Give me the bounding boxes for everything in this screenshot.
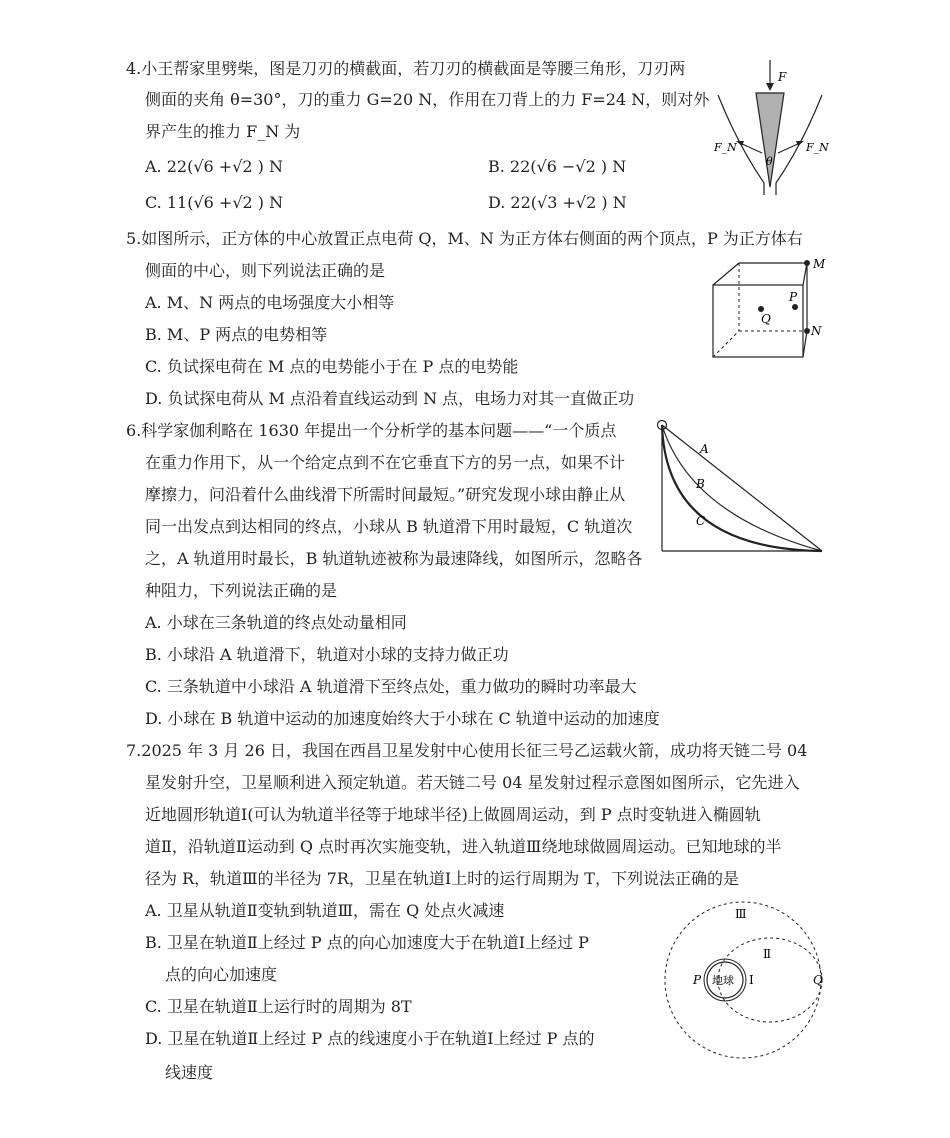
q6-track-figure (650, 415, 830, 560)
q7-label-orbit3: Ⅲ (735, 907, 747, 921)
q7-option-b: B. 卫星在轨道Ⅱ上经过 P 点的向心加速度大于在轨道Ⅰ上经过 P (145, 933, 589, 952)
q6-option-d: D. 小球在 B 轨道中运动的加速度始终大于小球在 C 轨道中运动的加速度 (145, 709, 660, 728)
q5-stem-line-1: 5.如图所示，正方体的中心放置正点电荷 Q，M、N 为正方体右侧面的两个顶点，P 为正方体右 (126, 229, 803, 248)
q5-stem-line-2: 侧面的中心，则下列说法正确的是 (145, 261, 386, 280)
q5-label-q: Q (761, 312, 771, 326)
q5-cube-figure (705, 255, 835, 365)
q5-option-b: B. M、P 两点的电势相等 (145, 325, 328, 344)
q6-stem-line-4: 同一出发点到达相同的终点，小球从 B 轨道滑下用时最短，C 轨道次 (145, 517, 633, 536)
q4-label-f: F (778, 70, 787, 84)
q7-label-earth: 地球 (712, 974, 734, 987)
q6-label-a: A (700, 442, 709, 456)
q4-option-c: C. 11(√6 +√2 ) N (145, 193, 284, 212)
q7-stem-line-2: 星发射升空，卫星顺利进入预定轨道。若天链二号 04 星发射过程示意图如图所示，它先进入 (145, 773, 800, 792)
q6-label-c: C (696, 514, 706, 528)
q7-label-p: P (693, 973, 702, 987)
q6-option-c: C. 三条轨道中小球沿 A 轨道滑下至终点处，重力做功的瞬时功率最大 (145, 677, 637, 696)
q4-option-b: B. 22(√6 −√2 ) N (488, 157, 627, 176)
q7-stem-line-5: 径为 R，轨道Ⅲ的半径为 7R，卫星在轨道Ⅰ上时的运行周期为 T，下列说法正确的是 (145, 869, 739, 888)
q6-stem-line-2: 在重力作用下，从一个给定点到不在它垂直下方的另一点，如果不计 (145, 453, 626, 472)
q7-label-orbit2: Ⅱ (763, 947, 772, 961)
q5-option-d: D. 负试探电荷从 M 点沿着直线运动到 N 点，电场力对其一直做正功 (145, 389, 635, 408)
q4-option-a: A. 22(√6 +√2 ) N (145, 157, 283, 176)
q7-label-q: Q (813, 973, 823, 987)
q4-stem-line-2: 侧面的夹角 θ=30°，刀的重力 G=20 N，作用在刀背上的力 F=24 N，则对外 (145, 90, 710, 109)
q7-option-a: A. 卫星从轨道Ⅱ变轨到轨道Ⅲ，需在 Q 处点火减速 (145, 901, 505, 920)
q6-option-b: B. 小球沿 A 轨道滑下，轨道对小球的支持力做正功 (145, 645, 509, 664)
q6-stem-line-1: 6.科学家伽利略在 1630 年提出一个分析学的基本问题——“一个质点 (126, 421, 617, 440)
q7-option-d: D. 卫星在轨道Ⅱ上经过 P 点的线速度小于在轨道Ⅰ上经过 P 点的 (145, 1029, 595, 1048)
q6-stem-line-3: 摩擦力，问沿着什么曲线滑下所需时间最短。”研究发现小球由静止从 (145, 485, 626, 504)
q4-stem-line-1: 4.小王帮家里劈柴，图是刀刃的横截面，若刀刃的横截面是等腰三角形，刀刃两 (126, 59, 686, 78)
q6-option-a: A. 小球在三条轨道的终点处动量相同 (145, 613, 407, 632)
q7-orbit-figure (655, 900, 835, 1060)
q5-label-n: N (811, 324, 822, 338)
q7-label-orbit1: Ⅰ (749, 973, 754, 987)
q4-blade-figure (700, 55, 840, 205)
q5-option-a: A. M、N 两点的电场强度大小相等 (145, 293, 395, 312)
q7-option-b-cont: 点的向心加速度 (165, 965, 278, 984)
q7-stem-line-1: 7.2025 年 3 月 26 日，我国在西昌卫星发射中心使用长征三号乙运载火箭，成功将天链二号 04 (126, 741, 808, 760)
q5-label-p: P (789, 290, 798, 304)
q6-stem-line-5: 之，A 轨道用时最长，B 轨道轨迹被称为最速降线，如图所示，忽略各 (145, 549, 643, 568)
q5-option-c: C. 负试探电荷在 M 点的电势能小于在 P 点的电势能 (145, 357, 519, 376)
q4-label-theta: θ (766, 155, 773, 168)
q4-label-fn-right: F_N (806, 141, 829, 154)
q7-option-c: C. 卫星在轨道Ⅱ上运行时的周期为 8T (145, 997, 412, 1016)
q6-label-b: B (696, 477, 705, 491)
q7-option-d-cont: 线速度 (165, 1063, 214, 1082)
q4-option-d: D. 22(√3 +√2 ) N (488, 193, 627, 212)
q5-label-m: M (813, 257, 826, 271)
q7-stem-line-3: 近地圆形轨道Ⅰ(可认为轨道半径等于地球半径)上做圆周运动，到 P 点时变轨进入椭圆轨 (145, 805, 761, 824)
q6-stem-line-6: 种阻力，下列说法正确的是 (145, 581, 338, 600)
q4-stem-line-3: 界产生的推力 F_N 为 (145, 122, 301, 141)
q7-stem-line-4: 道Ⅱ，沿轨道Ⅱ运动到 Q 点时再次实施变轨，进入轨道Ⅲ绕地球做圆周运动。已知地球的半 (145, 837, 782, 856)
q4-label-fn-left: F_N (714, 141, 737, 154)
